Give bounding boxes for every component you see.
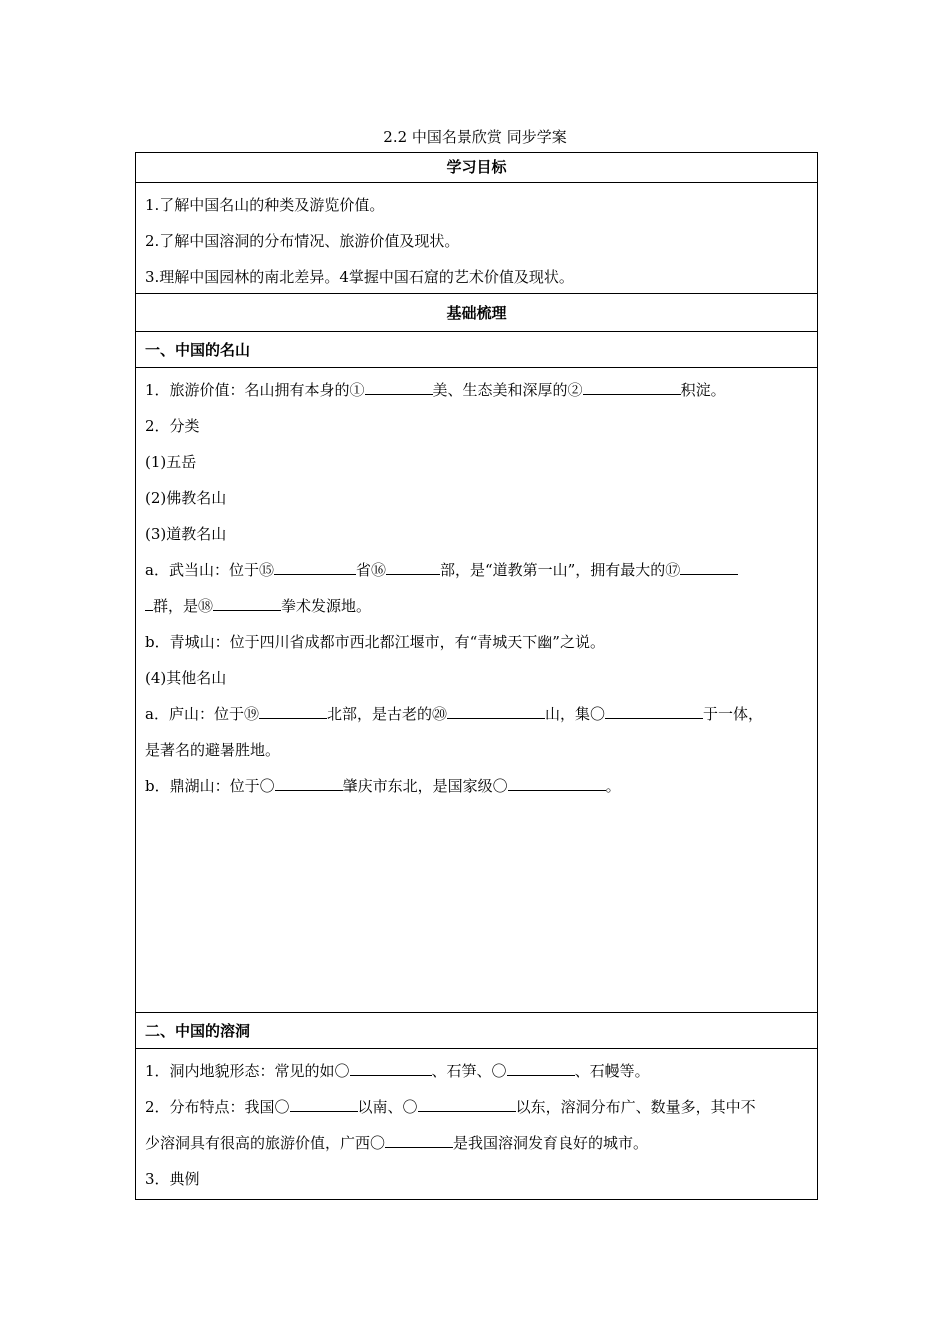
fill-blank[interactable] xyxy=(365,380,433,395)
fill-blank[interactable] xyxy=(418,1097,516,1112)
fill-blank[interactable] xyxy=(259,704,327,719)
cave-line: 2．分布特点：我国〇 以南、〇 以东，溶洞分布广、数量多，其中不 xyxy=(145,1098,756,1116)
fill-blank[interactable] xyxy=(447,704,545,719)
mountain-line: 群，是⑱ 拳术发源地。 xyxy=(145,588,808,624)
objective-item: 1.了解中国名山的种类及游览价值。 xyxy=(145,196,385,214)
mountain-line: (1)五岳 xyxy=(145,453,197,471)
mountains-heading: 一、中国的名山 xyxy=(136,332,817,368)
fill-blank[interactable] xyxy=(508,776,606,791)
fill-blank[interactable] xyxy=(583,380,681,395)
cave-line: 3．典例 xyxy=(145,1170,200,1188)
fill-blank[interactable] xyxy=(680,560,738,575)
fill-blank[interactable] xyxy=(274,560,356,575)
worksheet-table xyxy=(135,152,818,1200)
caves-heading: 二、中国的溶洞 xyxy=(136,1013,817,1049)
caves-cell xyxy=(136,1049,817,1200)
mountain-line: 2．分类 xyxy=(145,417,200,435)
fill-blank[interactable] xyxy=(385,1133,453,1148)
mountain-line: a．武当山：位于⑮ 省⑯ 部，是“道教第一山”，拥有最大的⑰ xyxy=(145,552,808,588)
mountain-line: 是著名的避暑胜地。 xyxy=(145,741,281,759)
fill-blank[interactable] xyxy=(145,596,153,611)
fill-blank[interactable] xyxy=(275,776,343,791)
fill-blank[interactable] xyxy=(290,1097,358,1112)
fill-blank[interactable] xyxy=(386,560,440,575)
mountain-line: (4)其他名山 xyxy=(145,669,227,687)
objective-item: 3.理解中国园林的南北差异。4掌握中国石窟的艺术价值及现状。 xyxy=(145,268,574,286)
mountain-line: 1．旅游价值：名山拥有本身的① 美、生态美和深厚的② 积淀。 xyxy=(145,381,726,399)
cave-line: 1．洞内地貌形态：常见的如〇 、石笋、〇 、石幔等。 xyxy=(145,1062,650,1080)
document-title: 2.2 中国名景欣赏 同步学案 xyxy=(383,128,567,146)
mountain-line: (2)佛教名山 xyxy=(145,489,227,507)
basics-header: 基础梳理 xyxy=(136,294,817,332)
fill-blank[interactable] xyxy=(350,1061,432,1076)
fill-blank[interactable] xyxy=(507,1061,575,1076)
objective-item: 2.了解中国溶洞的分布情况、旅游价值及现状。 xyxy=(145,232,460,250)
mountain-line: b．鼎湖山：位于〇 肇庆市东北，是国家级〇 。 xyxy=(145,777,621,795)
fill-blank[interactable] xyxy=(213,596,281,611)
objectives-cell xyxy=(136,183,817,294)
objectives-header: 学习目标 xyxy=(136,153,817,183)
mountain-line: (3)道教名山 xyxy=(145,525,227,543)
fill-blank[interactable] xyxy=(605,704,703,719)
cave-line: 少溶洞具有很高的旅游价值，广西〇 是我国溶洞发育良好的城市。 xyxy=(145,1134,649,1152)
mountain-line: a．庐山：位于⑲ 北部，是古老的⑳ 山，集〇 于一体， xyxy=(145,705,763,723)
mountain-line: b．青城山：位于四川省成都市西北都江堰市，有“青城天下幽”之说。 xyxy=(145,633,605,651)
mountains-cell xyxy=(136,368,817,1013)
